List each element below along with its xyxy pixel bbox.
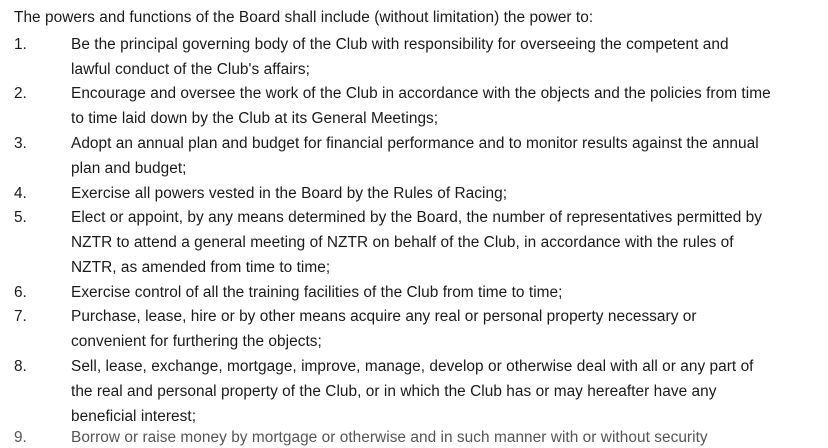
intro-paragraph: The powers and functions of the Board shall include (without limitation) the power to: — [14, 9, 594, 26]
list-item-number: 3. — [14, 135, 27, 152]
list-item-text: Borrow or raise money by mortgage or otherwise and in such manner with or without security — [71, 429, 708, 446]
list-item-text: Encourage and oversee the work of the Club in accordance with the objects and the policies from time to time laid down by the Club at its General Meetings; — [71, 85, 771, 127]
list-item-number: 8. — [14, 358, 27, 375]
list-item-text: Exercise control of all the training facilities of the Club from time to time; — [71, 284, 563, 301]
list-item-number: 5. — [14, 209, 27, 226]
list-item-text: Adopt an annual plan and budget for financial performance and to monitor results against the annual plan and budget; — [71, 135, 759, 177]
list-item-number: 9. — [14, 429, 27, 446]
list-item-text: Be the principal governing body of the Club with responsibility for overseeing the competent and lawful conduct of the Club's affairs; — [71, 36, 729, 78]
list-item-number: 7. — [14, 308, 27, 325]
list-item-text: Sell, lease, exchange, mortgage, improve, manage, develop or otherwise deal with all or any part of the real and personal property of the Club, or in which the Club has or may hereafter have any beneficial interest; — [71, 358, 754, 425]
list-item-text: Exercise all powers vested in the Board by the Rules of Racing; — [71, 185, 508, 202]
list-item-text: Purchase, lease, hire or by other means acquire any real or personal property necessary or convenient for furthering the objects; — [71, 308, 697, 350]
list-item-number: 6. — [14, 284, 27, 301]
list-item-number: 2. — [14, 85, 27, 102]
list-item-cutoff — [0, 428, 828, 448]
list-item-number: 4. — [14, 185, 27, 202]
list-item-text: Elect or appoint, by any means determined by the Board, the number of representatives permitted by NZTR to attend a general meeting of NZTR on behalf of the Club, in accordance with the rules of NZTR, as amended from time to time; — [71, 209, 763, 276]
list-item-number: 1. — [14, 36, 27, 53]
